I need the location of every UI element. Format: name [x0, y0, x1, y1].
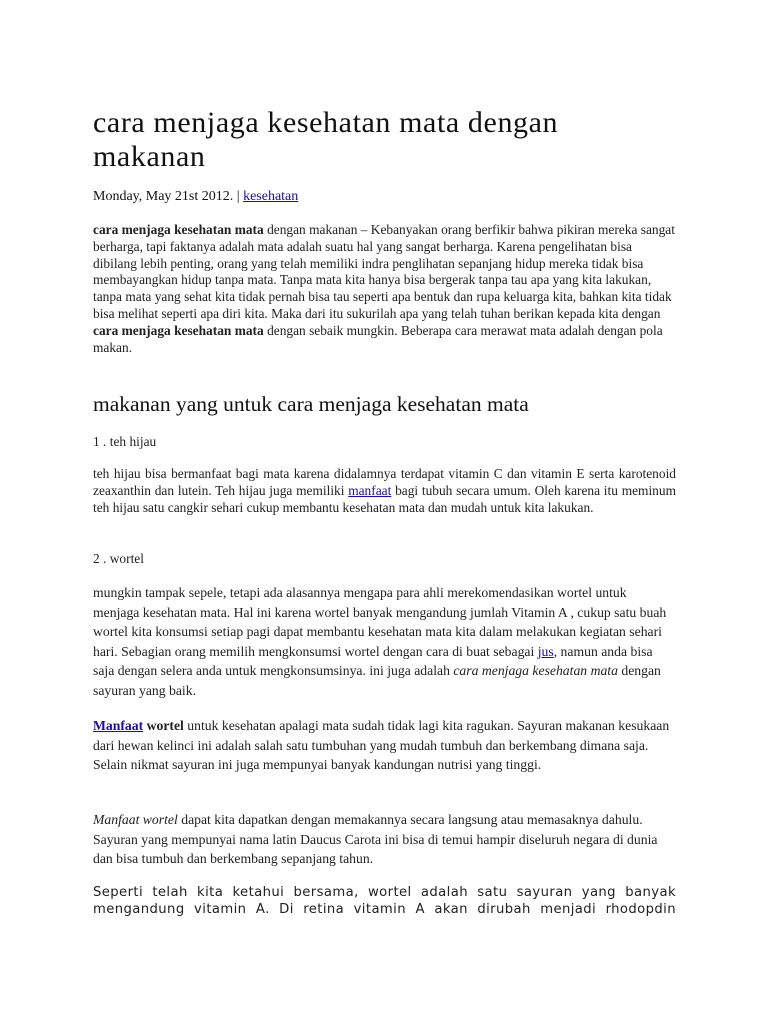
article-meta: [93, 188, 298, 206]
wortel-paragraph-2: [93, 716, 676, 775]
manfaat-wortel-link[interactable]: Manfaat: [93, 718, 144, 733]
teh-paragraph: [93, 466, 676, 516]
intro-text-1: dengan makanan – Kebanyakan orang berfikir bahwa pikiran mereka sangat berharga, tapi faktanya adalah mata adalah suatu hal yang sangat berharga. Karena pengelihatan bisa dibilang lebih penting, orang yang telah memiliki indra penglihatan sepanjang hidup mereka tidak bisa membayangkan hidup tanpa mata. Tanpa mata kita hanya bisa bergerak tanpa tau apa yang kita lakukan, tanpa mata yang sehat kita tidak pernah bisa tau seperti apa bentuk dan rupa keluarga kita, bahkan kita tidak bisa melihat seperti apa diri kita. Maka dari itu sukurilah apa yang telah tuhan berikan kepada kita dengan: [93, 222, 675, 321]
manfaat-link[interactable]: manfaat: [348, 482, 392, 498]
manfaat-wortel-italic: Manfaat wortel: [93, 812, 178, 827]
wortel-paragraph-4: Seperti telah kita ketahui bersama, wortel adalah satu sayuran yang banyak mengandung vitamin A. Di retina vitamin A akan dirubah menjadi rhodopdin: [93, 885, 676, 917]
item-label-teh: 1 . teh hijau: [93, 434, 157, 449]
wortel-text-3: dengan sayuran yang baik.: [93, 663, 661, 698]
intro-paragraph: [93, 222, 676, 356]
section-heading: makanan yang untuk cara menjaga kesehatan mata: [93, 392, 529, 416]
wortel-italic: cara menjaga kesehatan mata: [453, 663, 618, 678]
wortel-text-4: untuk kesehatan apalagi mata sudah tidak lagi kita ragukan. Sayuran makanan kesukaan dari hewan kelinci ini adalah salah satu tumbuhan yang mudah tumbuh dan berkembang dimana saja. Selain nikmat sayuran ini juga mempunyai banyak kandungan nutrisi yang tinggi.: [93, 718, 670, 772]
wortel-text-5: dapat kita dapatkan dengan memakannya secara langsung atau memasaknya dahulu. Sayuran yang mempunyai nama latin Daucus Carota ini bisa di temui hampir diseluruh negara di dunia dan bisa tumbuh dan berkembang sepanjang tahun.: [93, 812, 658, 866]
jus-link[interactable]: jus: [537, 643, 554, 659]
wortel-paragraph-3: [93, 810, 676, 869]
teh-text-1: teh hijau bisa bermanfaat bagi mata karena didalamnya terdapat vitamin C dan vitamin E serta karotenoid zeaxanthin dan lutein. Teh hijau juga memiliki: [93, 466, 676, 498]
article-title: cara menjaga kesehatan mata dengan makanan: [93, 106, 559, 173]
wortel-text-2: , namun anda bisa saja dengan selera anda untuk mengkonsumsinya. ini juga adalah: [93, 643, 653, 678]
category-link[interactable]: kesehatan: [243, 189, 299, 204]
wortel-paragraph-1: [93, 583, 676, 700]
wortel-text-1: mungkin tampak sepele, tetapi ada alasannya mengapa para ahli merekomendasikan wortel untuk menjaga kesehatan mata. Hal ini karena wortel banyak mengandung jumlah Vitamin A , cukup satu buah wortel kita konsumsi setiap pagi dapat membantu kesehatan mata kita dalam melakukan kegiatan sehari hari. Sebagian orang memilih mengkonsumsi wortel dengan cara di buat sebagai: [93, 585, 667, 659]
wortel-bold: wortel: [143, 718, 184, 733]
article-date: Monday, May 21st 2012. |: [93, 189, 240, 204]
intro-keyword-1: cara menjaga kesehatan mata: [93, 222, 264, 237]
intro-keyword-2: cara menjaga kesehatan mata: [93, 322, 264, 338]
teh-text-2: bagi tubuh secara umum. Oleh karena itu meminum teh hijau satu cangkir sehari cukup membantu kesehatan mata dan mudah untuk kita lakukan.: [93, 482, 676, 515]
intro-text-2: dengan sebaik mungkin. Beberapa cara merawat mata adalah dengan pola makan.: [93, 322, 663, 355]
item-label-wortel: 2 . wortel: [93, 551, 144, 566]
